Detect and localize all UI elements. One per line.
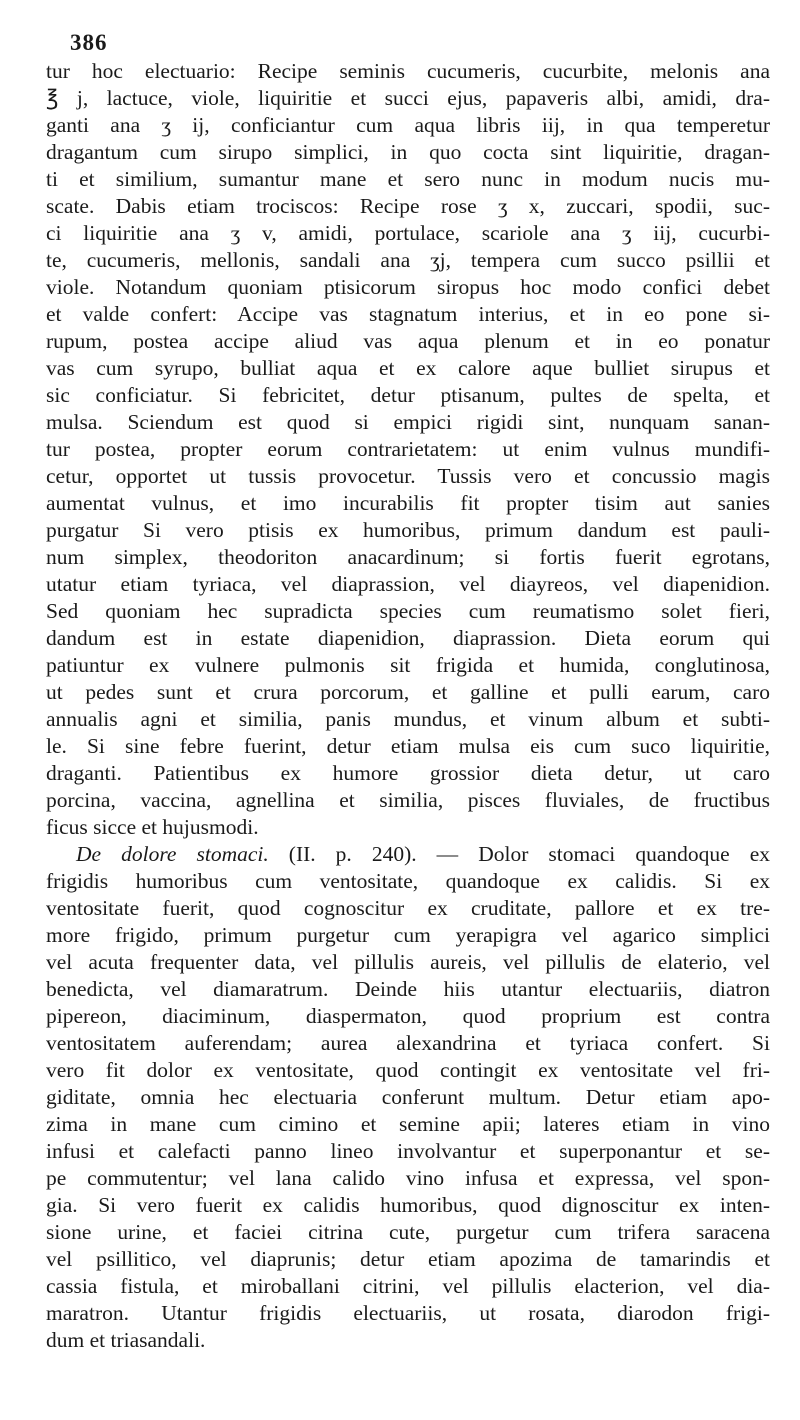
text-line: maratron. Utantur frigidis electuariis, ut rosata, diarodon frigi- (46, 1301, 770, 1325)
text-line: dum et triasandali. (46, 1328, 206, 1352)
text-line: purgatur Si vero ptisis ex humoribus, primum dandum est pauli- (46, 518, 770, 542)
text-line: vero fit dolor ex ventositate, quod contingit ex ventositate vel fri- (46, 1058, 770, 1082)
text-line: vel acuta frequenter data, vel pillulis aureis, vel pillulis de elaterio, vel (46, 950, 770, 974)
text-line: cassia fistula, et miroballani citrini, vel pillulis elacterion, vel dia- (46, 1274, 770, 1298)
text-line: ti et similium, sumantur mane et sero nunc in modum nucis mu- (46, 167, 770, 191)
text-line: cetur, opportet ut tussis provocetur. Tussis vero et concussio magis (46, 464, 770, 488)
text-line: sione urine, et faciei citrina cute, purgetur cum trifera saracena (46, 1220, 770, 1244)
page-number: 386 (70, 30, 108, 55)
text-line: gia. Si vero fuerit ex calidis humoribus, quod dignoscitur ex inten- (46, 1193, 770, 1217)
text-line: more frigido, primum purgetur cum yerapigra vel agarico simplici (46, 923, 770, 947)
text-line: annualis agni et similia, panis mundus, et vinum album et subti- (46, 707, 770, 731)
text-line: ℥ j, lactuce, viole, liquiritie et succi ejus, papaveris albi, amidi, dra- (46, 86, 770, 110)
paragraph-1 (46, 58, 770, 841)
text-line: pipereon, diaciminum, diaspermaton, quod proprium est contra (46, 1004, 770, 1028)
text-line: dandum est in estate diapenidion, diaprassion. Dieta eorum qui (46, 626, 770, 650)
text-line: draganti. Patientibus ex humore grossior dieta detur, ut caro (46, 761, 770, 785)
section-heading-line: De dolore stomaci. (II. p. 240). — Dolor stomaci quandoque ex (76, 842, 770, 866)
text-line: aumentat vulnus, et imo incurabilis fit propter tisim aut sanies (46, 491, 770, 515)
text-line: te, cucumeris, mellonis, sandali ana ʒj, tempera cum succo psillii et (46, 248, 770, 272)
text-line: patiuntur ex vulnere pulmonis sit frigida et humida, conglutinosa, (46, 653, 770, 677)
text-line: sic conficiatur. Si febricitet, detur ptisanum, pultes de spelta, et (46, 383, 770, 407)
text-line: rupum, postea accipe aliud vas aqua plenum et in eo ponatur (46, 329, 770, 353)
text-line: utatur etiam tyriaca, vel diaprassion, vel diayreos, vel diapenidion. (46, 572, 770, 596)
text-line: ut pedes sunt et crura porcorum, et galline et pulli earum, caro (46, 680, 770, 704)
text-line: zima in mane cum cimino et semine apii; lateres etiam in vino (46, 1112, 770, 1136)
text-line: vas cum syrupo, bulliat aqua et ex calore aque bulliet sirupus et (46, 356, 770, 380)
text-line: giditate, omnia hec electuaria conferunt multum. Detur etiam apo- (46, 1085, 770, 1109)
text-line: ficus sicce et hujusmodi. (46, 815, 259, 839)
text-block (46, 58, 770, 1354)
text-line: Sed quoniam hec supradicta species cum reumatismo solet fieri, (46, 599, 770, 623)
text-line: tur hoc electuario: Recipe seminis cucumeris, cucurbite, melonis ana (46, 59, 770, 83)
text-line: ventositate fuerit, quod cognoscitur ex cruditate, pallore et ex tre- (46, 896, 770, 920)
text-line: mulsa. Sciendum est quod si empici rigidi sint, nunquam sanan- (46, 410, 770, 434)
text-line: benedicta, vel diamaratrum. Deinde hiis utantur electuariis, diatron (46, 977, 770, 1001)
text-line: num simplex, theodoriton anacardinum; si fortis fuerit egrotans, (46, 545, 770, 569)
text-line: ventositatem auferendam; aurea alexandrina et tyriaca confert. Si (46, 1031, 770, 1055)
text-line: porcina, vaccina, agnellina et similia, pisces fluviales, de fructibus (46, 788, 770, 812)
section-title: De dolore stomaci. (76, 842, 269, 866)
text-line: infusi et calefacti panno lineo involvantur et superponantur et se- (46, 1139, 770, 1163)
text-line: et valde confert: Accipe vas stagnatum interius, et in eo pone si- (46, 302, 770, 326)
text-line: dragantum cum sirupo simplici, in quo cocta sint liquiritie, dragan- (46, 140, 770, 164)
text-line: viole. Notandum quoniam ptisicorum siropus hoc modo confici debet (46, 275, 770, 299)
text-line: ci liquiritie ana ʒ v, amidi, portulace, scariole ana ʒ iij, cucurbi- (46, 221, 770, 245)
paragraph-2 (46, 841, 770, 1354)
text-line: pe commutentur; vel lana calido vino infusa et expressa, vel spon- (46, 1166, 770, 1190)
text-line: vel psillitico, vel diaprunis; detur etiam apozima de tamarindis et (46, 1247, 770, 1271)
text-line: scate. Dabis etiam trociscos: Recipe rose ʒ x, zuccari, spodii, suc- (46, 194, 770, 218)
text-line: le. Si sine febre fuerint, detur etiam mulsa eis cum suco liquiritie, (46, 734, 770, 758)
text-line: frigidis humoribus cum ventositate, quandoque ex calidis. Si ex (46, 869, 770, 893)
text-line: tur postea, propter eorum contrarietatem: ut enim vulnus mundifi- (46, 437, 770, 461)
text-line: ganti ana ʒ ij, conficiantur cum aqua libris iij, in qua temperetur (46, 113, 770, 137)
